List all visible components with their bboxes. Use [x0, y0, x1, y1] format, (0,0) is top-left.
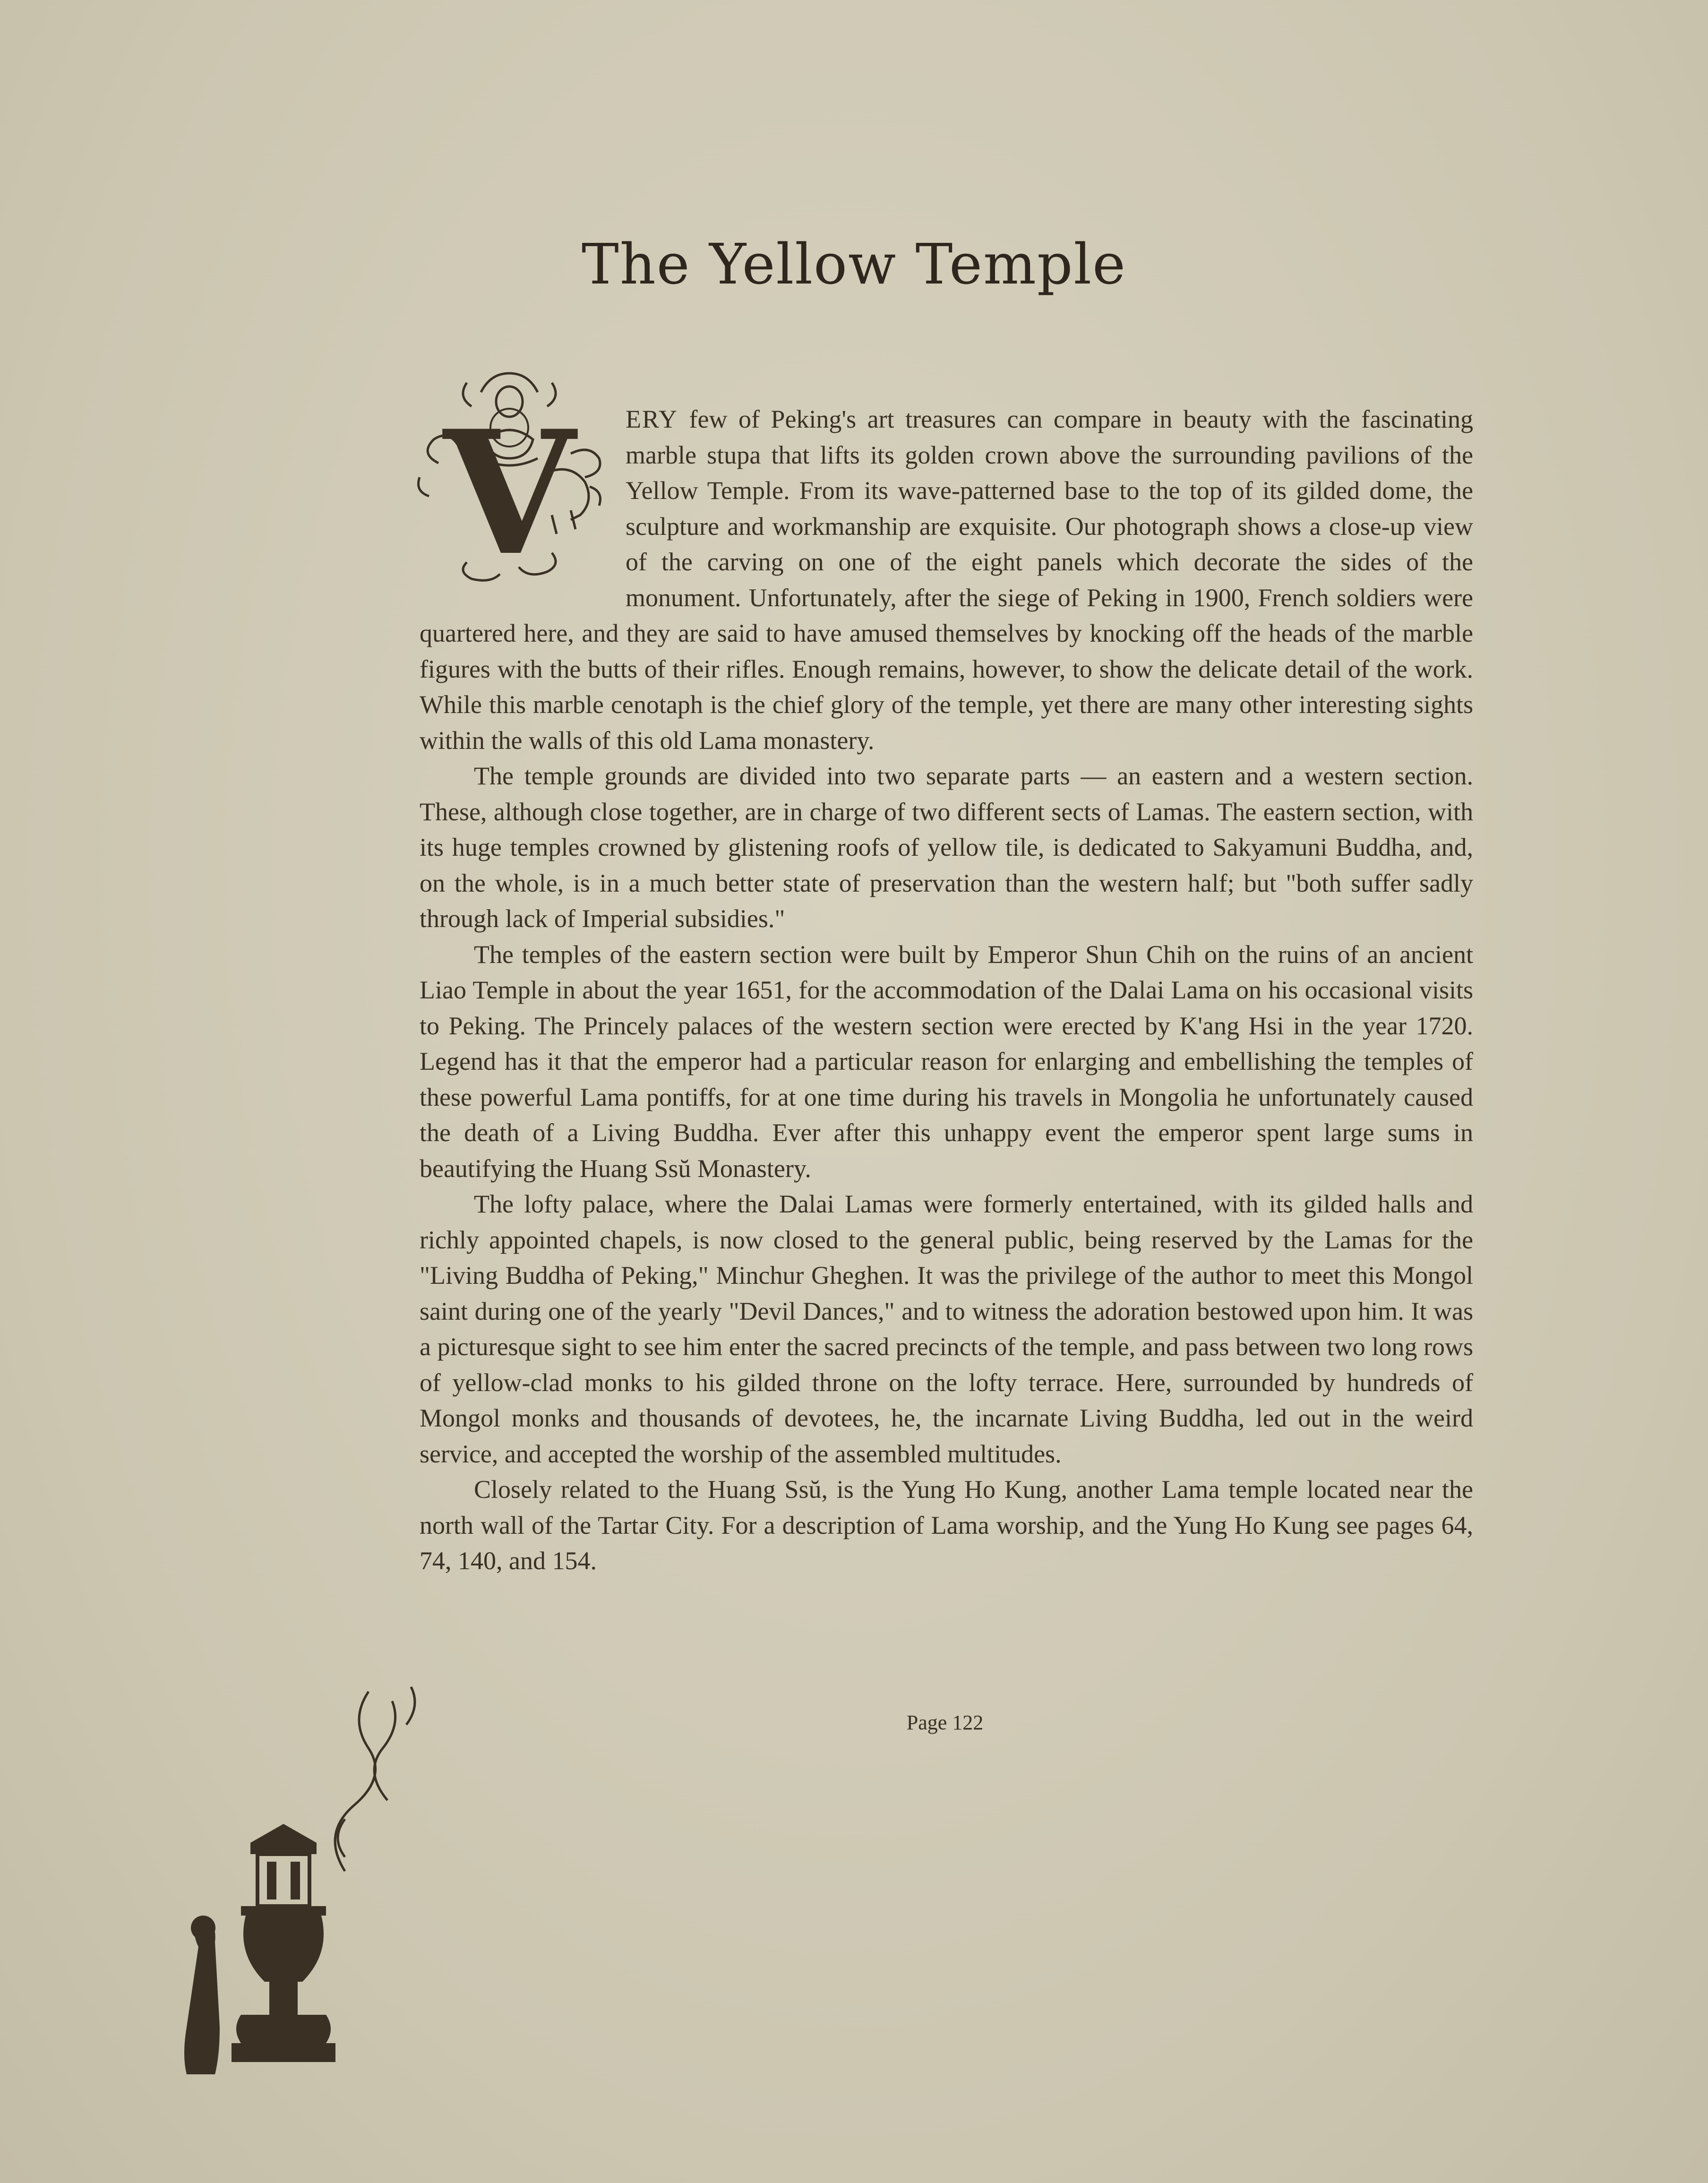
paragraph-2: The temple grounds are divided into two separate parts — an eastern and a western section. These, although close together, are in charge of two different sects of Lamas. The eastern section, with its huge temples crowned by glistening roofs of yellow tile, is dedicated to Sakyamuni Buddha, and, on the whole, is in a much better state of preservation than the western half; but "both suffer sadly through lack of Imperial subsidies." — [420, 762, 1473, 933]
buddha-dropcap-icon — [410, 364, 609, 586]
paragraph-4: The lofty palace, where the Dalai Lamas were formerly entertained, with its gilded halls and richly appointed chapels, is now closed to the general public, being reserved by the Lamas for the "Living Buddha of Peking," Minchur Gheghen. It was the privilege of the author to meet this Mongol saint during one of the yearly "Devil Dances," and to witness the adoration bestowed upon him. It was a picturesque sight to see him enter the sacred precincts of the temple, and pass between two long rows of yellow-clad monks to his gilded throne on the lofty terrace. Here, surrounded by hundreds of Mongol monks and thousands of devotees, he, the incarnate Living Buddha, led out in the weird service, and accepted the worship of the assembled multitudes. — [420, 1190, 1473, 1468]
paragraph-1 — [420, 393, 1473, 758]
page-title: The Yellow Temple — [582, 232, 1126, 297]
svg-text:V: V — [443, 393, 575, 586]
paragraph-5: Closely related to the Huang Ssŭ, is the Yung Ho Kung, another Lama temple located near the north wall of the Tartar City. For a description of Lama worship, and the Yung Ho Kung see pages 64, 74, 140, and 154. — [420, 1475, 1473, 1575]
paragraph-1-text: few of Peking's art treasures can compare in beauty with the fascinating marble stupa that lifts its golden crown above the surrounding pavilions of the Yellow Temple. From its wave-patterned base to the top of its gilded dome, the sculpture and workmanship are exquisite. Our photograph shows a close-up view of the carving on one of the eight panels which decorate the sides of the monument. Unfortunately, after the siege of Peking in 1900, French soldiers were quartered here, and they are said to have amused themselves by knocking off the heads of the marble figures with the butts of their rifles. Enough remains, however, to show the delicate detail of the work. While this marble cenotaph is the chief glory of the temple, yet there are many other interesting sights within the walls of this old Lama monastery. — [420, 405, 1473, 755]
article-body — [420, 393, 1473, 1579]
page-number: Page 122 — [906, 1711, 984, 1734]
incense-burner-icon — [146, 1682, 439, 2107]
lead-caps: ERY — [626, 405, 678, 433]
paragraph-3: The temples of the eastern section were built by Emperor Shun Chih on the ruins of an ancient Liao Temple in about the year 1651, for the accommodation of the Dalai Lama on his occasional visits to Peking. The Princely palaces of the western section were erected by K'ang Hsi in the year 1720. Legend has it that the emperor had a particular reason for enlarging and embellishing the temples of these powerful Lama pontiffs, for at one time during his travels in Mongolia he unfortunately caused the death of a Living Buddha. Ever after this unhappy event the emperor spent large sums in beautifying the Huang Ssŭ Monastery. — [420, 940, 1473, 1183]
